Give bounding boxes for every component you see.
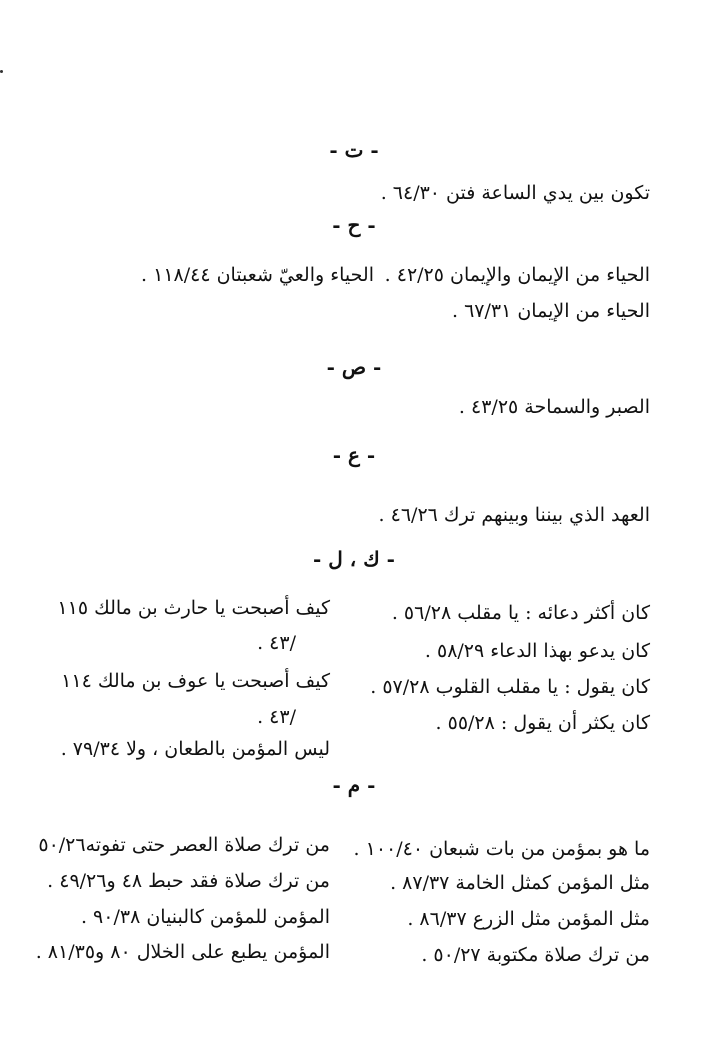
entry-line: ليس المؤمن بالطعان ، ولا ٧٩/٣٤ . [60,738,330,760]
speck [0,70,3,73]
entry-line: من ترك صلاة مكتوبة ٥٠/٢٧ . [421,944,650,966]
entry-line: /٤٣ . [257,632,296,654]
entry-line: كان يقول : يا مقلب القلوب ٥٧/٢٨ . [370,676,650,698]
section-heading-kl: - ك ، ل - [313,547,395,571]
entry-line: الحياء من الإيمان والإيمان ٤٢/٢٥ . [384,264,650,286]
entry-line: مثل المؤمن مثل الزرع ٨٦/٣٧ . [407,908,650,930]
entry-line: تكون بين يدي الساعة فتن ٦٤/٣٠ . [380,182,650,204]
entry-line: الحياء والعيّ شعبتان ١١٨/٤٤ . [141,264,374,286]
entry-line: كان أكثر دعائه : يا مقلب ٥٦/٢٨ . [391,602,650,624]
entry-line: /٤٣ . [257,706,296,728]
entry-line: كان يكثر أن يقول : ٥٥/٢٨ . [435,712,650,734]
entry-line: من ترك صلاة فقد حبط ٤٨ و٤٩/٢٦ . [47,870,330,892]
entry-line: كان يدعو بهذا الدعاء ٥٨/٢٩ . [424,640,650,662]
entry-line: المؤمن للمؤمن كالبنيان ٩٠/٣٨ . [80,906,330,928]
section-heading-ain: - ع - [332,443,376,467]
entry-line: الصبر والسماحة ٤٣/٢٥ . [458,396,650,418]
entry-line: الحياء من الإيمان ٦٧/٣١ . [451,300,650,322]
entry-line: كيف أصبحت يا عوف بن مالك ١١٤ [61,670,330,692]
entry-line: العهد الذي بيننا وبينهم ترك ٤٦/٢٦ . [378,504,650,526]
entry-line: مثل المؤمن كمثل الخامة ٨٧/٣٧ . [390,872,650,894]
entry-line: ما هو بمؤمن من بات شبعان ١٠٠/٤٠ . [353,838,650,860]
section-heading-s: - ص - [326,355,382,379]
section-heading-t: - ت - [329,138,379,162]
entry-line: المؤمن يطبع على الخلال ٨٠ و٨١/٣٥ . [35,941,330,963]
entry-line: من ترك صلاة العصر حتى تفوته٥٠/٢٦ [38,834,330,856]
section-heading-m: - م - [332,773,376,797]
page-edge-specks [0,70,6,76]
section-heading-h: - ح - [332,213,376,237]
entry-line: كيف أصبحت يا حارث بن مالك ١١٥ [57,597,330,619]
